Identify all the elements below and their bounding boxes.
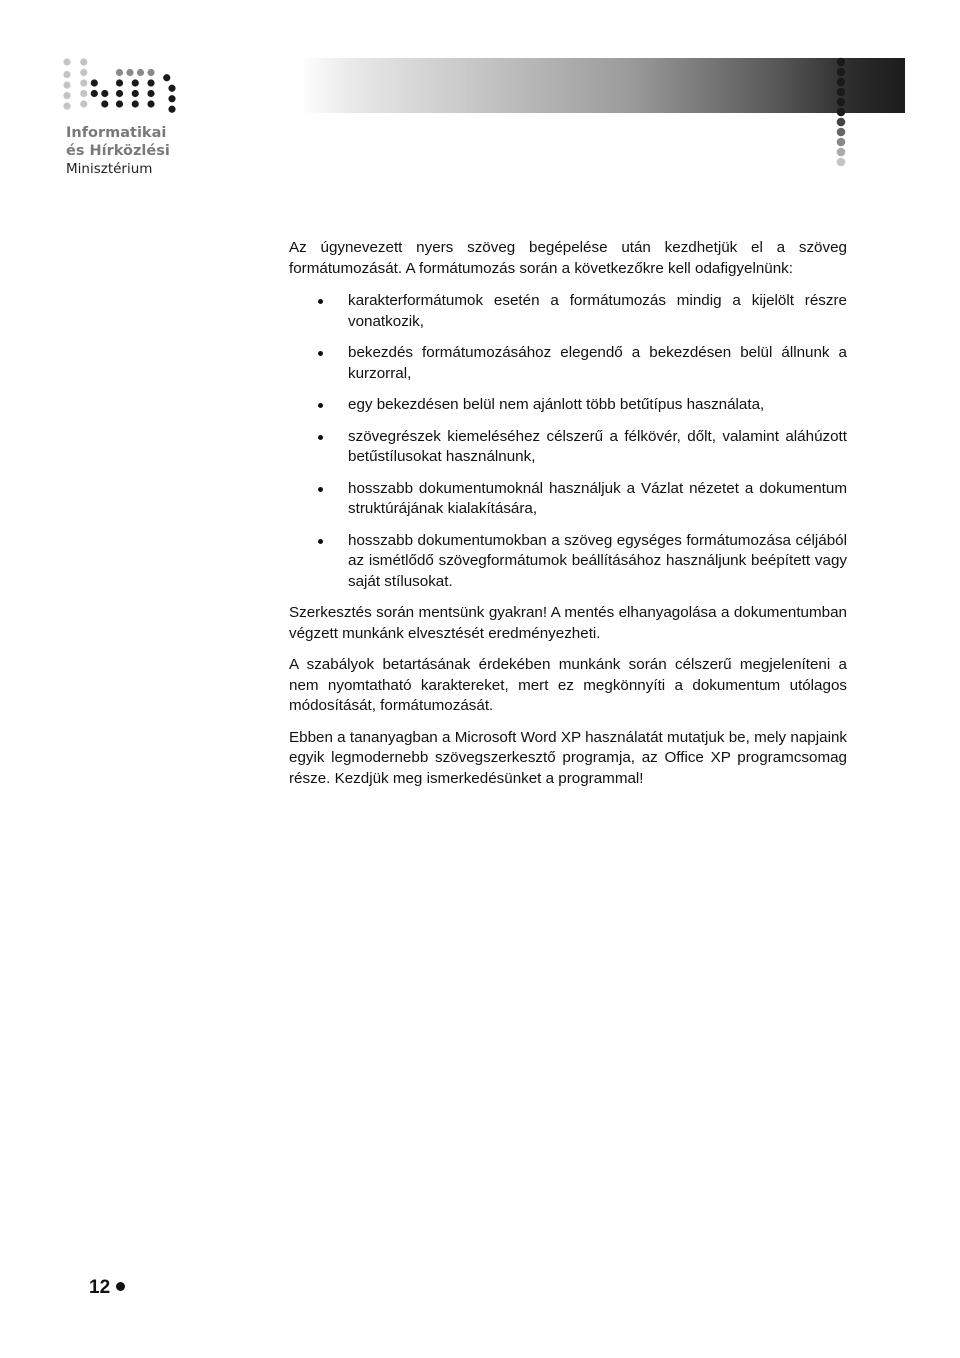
ihm-dot-logo-icon xyxy=(62,57,182,117)
page-footer xyxy=(89,1276,125,1300)
logo-dot xyxy=(80,58,87,65)
footer-dot-icon xyxy=(116,1282,125,1291)
header-gradient-bar xyxy=(300,58,905,113)
logo-dot xyxy=(132,90,139,97)
logo-dot xyxy=(80,100,87,107)
logo-dot xyxy=(63,82,70,89)
logo-dot xyxy=(147,90,154,97)
logo-dot xyxy=(63,92,70,99)
logo-dot xyxy=(132,100,139,107)
column-dot xyxy=(837,128,846,137)
column-dot xyxy=(837,98,846,107)
bullet-icon xyxy=(318,435,323,440)
column-dot xyxy=(837,138,846,147)
column-dot xyxy=(837,68,846,77)
logo-dot xyxy=(101,90,108,97)
logo-dot xyxy=(116,90,123,97)
logo-dot xyxy=(80,69,87,76)
logo-dot xyxy=(116,100,123,107)
decorative-dot-column-icon xyxy=(834,57,848,169)
ministry-name-line1: Informatikai xyxy=(66,125,167,141)
logo-dot xyxy=(63,103,70,110)
logo-dot xyxy=(147,100,154,107)
intro-paragraph: Az úgynevezett nyers szöveg begépelése után kezdhetjük el a szöveg formátumozását. A formátumozás során a következőkre kell odafigyelnünk: xyxy=(289,239,847,277)
bullet-icon xyxy=(318,539,323,544)
logo-dot xyxy=(80,79,87,86)
logo-dot xyxy=(147,79,154,86)
logo-dot xyxy=(80,90,87,97)
logo-dot xyxy=(126,69,133,76)
column-dot xyxy=(837,158,846,167)
page-number: 12 xyxy=(89,1277,111,1298)
list-item: hosszabb dokumentumokban a szöveg egységes formátumozása céljából az ismétlődő szövegformátumok beállításához használjunk beépített vagy saját stílusokat. xyxy=(289,531,847,593)
logo-dot xyxy=(63,71,70,78)
logo-dot xyxy=(63,58,70,65)
column-dot xyxy=(837,88,846,97)
logo-dot xyxy=(168,85,175,92)
logo-dot xyxy=(91,79,98,86)
bullet-icon xyxy=(318,487,323,492)
save-paragraph: Szerkesztés során mentsünk gyakran! A mentés elhanyagolása a dokumentumban végzett munkánk elvesztését eredményezheti. xyxy=(289,604,847,642)
column-dot xyxy=(837,58,846,67)
list-item: karakterformátumok esetén a formátumozás mindig a kijelölt részre vonatkozik, xyxy=(289,291,847,332)
list-item: bekezdés formátumozásához elegendő a bekezdésen belül állnunk a kurzorral, xyxy=(289,343,847,384)
column-dot xyxy=(837,118,846,127)
list-item: egy bekezdésen belül nem ajánlott több betűtípus használata, xyxy=(289,395,847,416)
bullet-icon xyxy=(318,351,323,356)
logo-dot xyxy=(147,69,154,76)
rules-paragraph: A szabályok betartásának érdekében munkánk során célszerű megjeleníteni a nem nyomtatható karaktereket, mert ez megkönnyíti a dokumentum utólagos módosítását, formátumozását. xyxy=(289,656,847,714)
bullet-icon xyxy=(318,403,323,408)
logo-dot xyxy=(168,106,175,113)
list-item: hosszabb dokumentumoknál használjuk a Vázlat nézetet a dokumentum struktúrájának kialakítására, xyxy=(289,479,847,520)
ministry-name-line2: és Hírközlési xyxy=(66,143,170,159)
ministry-name-line3: Minisztérium xyxy=(66,161,153,177)
logo-dot xyxy=(91,90,98,97)
page-content xyxy=(289,238,847,800)
logo-dot xyxy=(137,69,144,76)
column-dot xyxy=(837,108,846,117)
logo-dot xyxy=(116,79,123,86)
logo-dot xyxy=(132,79,139,86)
logo-dot xyxy=(163,74,170,81)
logo-dot xyxy=(116,69,123,76)
formatting-tips-list xyxy=(289,291,847,592)
word-paragraph: Ebben a tananyagban a Microsoft Word XP használatát mutatjuk be, mely napjaink egyik legmodernebb szövegszerkesztő programja, az Office XP programcsomag része. Kezdjük meg ismerkedésünket a programmal! xyxy=(289,728,847,787)
column-dot xyxy=(837,78,846,87)
list-item: szövegrészek kiemeléséhez célszerű a félkövér, dőlt, valamint aláhúzott betűstílusokat használnunk, xyxy=(289,427,847,468)
bullet-icon xyxy=(318,299,323,304)
logo-dot xyxy=(101,100,108,107)
logo-dot xyxy=(168,95,175,102)
column-dot xyxy=(837,148,846,157)
